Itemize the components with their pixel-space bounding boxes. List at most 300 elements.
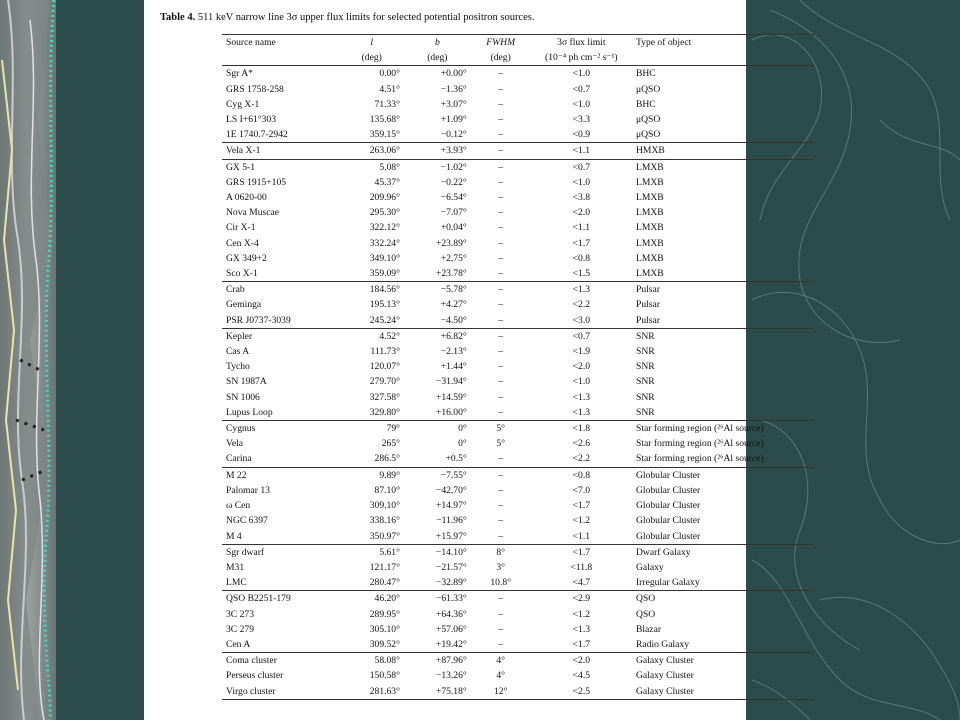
cell-flux-limit: <1.3 xyxy=(572,623,591,635)
table-caption-label: Table 4. xyxy=(160,12,196,23)
cell-b: −1.36° xyxy=(440,83,467,95)
cell-flux-limit: <7.0 xyxy=(572,484,591,496)
cell-l: 327.58° xyxy=(369,391,400,403)
cell-fwhm: – xyxy=(498,252,504,264)
cell-b: −42.70° xyxy=(435,484,467,496)
cell-source-name: Tycho xyxy=(226,361,250,373)
cell-object-type: Globular Cluster xyxy=(635,484,701,496)
cell-object-type: Blazar xyxy=(635,623,662,635)
cell-b: +19.42° xyxy=(435,638,467,650)
cell-b: +87.96° xyxy=(404,653,471,669)
cell-l: 349.10° xyxy=(369,252,400,264)
cell-fwhm: – xyxy=(498,530,504,542)
cell-object-type: μQSO xyxy=(635,114,661,126)
table-header-row xyxy=(222,35,814,51)
cell-flux-limit: <0.8 xyxy=(572,252,591,264)
cell-fwhm: – xyxy=(471,467,531,483)
cell-l: 280.47° xyxy=(369,577,400,589)
cell-fwhm: – xyxy=(498,268,504,280)
cell-flux-limit: <2.2 xyxy=(572,453,591,465)
cell-flux-limit: <2.5 xyxy=(531,684,632,700)
cell-source-name: M 22 xyxy=(222,467,339,483)
cell-source-name: Carina xyxy=(226,453,252,465)
units-fwhm: (deg) xyxy=(471,50,531,66)
cell-flux-limit: <1.0 xyxy=(572,98,591,110)
cell-l: 4.52° xyxy=(339,328,403,344)
table-row xyxy=(222,591,814,607)
cell-fwhm: 10.8° xyxy=(490,577,512,589)
cell-b: +75.18° xyxy=(404,684,471,700)
cell-l: 121.17° xyxy=(369,561,400,573)
cell-source-name: Cygnus xyxy=(222,421,339,437)
cell-b: +1.09° xyxy=(440,114,467,126)
table-row xyxy=(222,390,814,405)
cell-source-name: GX 5-1 xyxy=(222,159,339,175)
cell-source-name: M 4 xyxy=(226,530,242,542)
table-row xyxy=(222,236,814,251)
table-row xyxy=(222,159,814,175)
cell-b: +3.07° xyxy=(440,98,467,110)
table-row xyxy=(222,544,814,560)
table-row xyxy=(222,467,814,483)
cell-flux-limit: <0.9 xyxy=(572,129,591,141)
cell-l: 322.12° xyxy=(369,222,400,234)
cell-l: 120.07° xyxy=(369,361,400,373)
cell-object-type: Pulsar xyxy=(632,282,814,298)
cell-fwhm: – xyxy=(498,83,504,95)
table-row xyxy=(222,653,814,669)
cell-l: 5.08° xyxy=(339,159,403,175)
cell-l: 350.97° xyxy=(369,530,400,542)
cell-source-name: Kepler xyxy=(222,328,339,344)
cell-object-type: SNR xyxy=(635,376,655,388)
cell-fwhm: – xyxy=(498,314,504,326)
table-row xyxy=(222,374,814,389)
cell-object-type: LMXB xyxy=(632,159,814,175)
header-flux-limit: 3σ flux limit xyxy=(531,35,632,51)
cell-b: −7.07° xyxy=(440,207,467,219)
cell-flux-limit: <1.7 xyxy=(572,237,591,249)
cell-b: +6.82° xyxy=(404,328,471,344)
cell-flux-limit: <2.0 xyxy=(531,653,632,669)
cell-source-name: Vela xyxy=(226,438,244,450)
table-row xyxy=(222,421,814,437)
cell-source-name: Sgr dwarf xyxy=(222,544,339,560)
cell-object-type: μQSO xyxy=(635,83,661,95)
cell-source-name: GX 349+2 xyxy=(226,252,267,264)
cell-b: −4.50° xyxy=(440,314,467,326)
cell-b: −0.12° xyxy=(440,129,467,141)
cell-l: 4.51° xyxy=(379,83,400,95)
cell-flux-limit: <2.2 xyxy=(572,299,591,311)
cell-source-name: QSO B2251-179 xyxy=(222,591,339,607)
cell-flux-limit: <1.7 xyxy=(572,500,591,512)
cell-l: 46.20° xyxy=(339,591,403,607)
cell-l: 332.24° xyxy=(369,237,400,249)
cell-l: 9.89° xyxy=(339,467,403,483)
header-fwhm: FWHM xyxy=(471,35,531,51)
cell-l: 359.15° xyxy=(369,129,400,141)
cell-flux-limit: <1.0 xyxy=(572,376,591,388)
cell-object-type: LMXB xyxy=(635,237,664,249)
cell-fwhm: – xyxy=(498,237,504,249)
cell-b: −32.89° xyxy=(435,577,467,589)
cell-flux-limit: <0.7 xyxy=(572,83,591,95)
cell-source-name: ω Cen xyxy=(226,500,251,512)
cell-l: 87.10° xyxy=(374,484,400,496)
cell-fwhm: – xyxy=(498,176,504,188)
cell-source-name: SN 1987A xyxy=(226,376,267,388)
table-row xyxy=(222,436,814,451)
cell-flux-limit: <1.3 xyxy=(572,391,591,403)
cell-object-type: HMXB xyxy=(632,143,814,159)
table-row xyxy=(222,328,814,344)
cell-l: 263.06° xyxy=(339,143,403,159)
cell-b: +0.5° xyxy=(445,453,467,465)
cell-object-type: BHC xyxy=(635,68,656,80)
cell-fwhm: – xyxy=(498,484,504,496)
cell-l: 79° xyxy=(339,421,403,437)
cell-object-type: Irregular Galaxy xyxy=(635,577,700,589)
cell-object-type: Globular Cluster xyxy=(635,515,701,527)
cell-fwhm: – xyxy=(498,222,504,234)
cell-l: 265° xyxy=(381,438,400,450)
cell-l: 111.73° xyxy=(370,346,400,358)
table-row xyxy=(222,82,814,97)
cell-l: 338.16° xyxy=(369,515,400,527)
cell-source-name: Geminga xyxy=(226,299,262,311)
cell-b: +14.59° xyxy=(435,391,467,403)
table-row xyxy=(222,190,814,205)
cell-fwhm: – xyxy=(498,361,504,373)
cell-object-type: Star forming region (²⁶Al source) xyxy=(632,421,814,437)
cell-flux-limit: <0.8 xyxy=(531,467,632,483)
header-l: l xyxy=(339,35,403,51)
cell-b: +16.00° xyxy=(435,406,467,418)
table-row xyxy=(222,175,814,190)
cell-source-name: PSR J0737-3039 xyxy=(226,314,291,326)
cell-b: +2.75° xyxy=(440,252,467,264)
sidebar-image-strip xyxy=(0,0,56,720)
cell-object-type: SNR xyxy=(635,361,655,373)
cell-l: 281.63° xyxy=(339,684,403,700)
cell-flux-limit: <11.8 xyxy=(570,561,593,573)
table-row xyxy=(222,575,814,591)
cell-b: +4.27° xyxy=(440,299,467,311)
table-row xyxy=(222,220,814,235)
cell-source-name: Vela X-1 xyxy=(222,143,339,159)
cell-l: 150.58° xyxy=(369,670,400,682)
cell-fwhm: 4° xyxy=(496,670,506,682)
table-row xyxy=(222,344,814,359)
cell-b: −0.22° xyxy=(440,176,467,188)
cell-l: 45.37° xyxy=(374,176,400,188)
cell-object-type: LMXB xyxy=(635,207,664,219)
cell-fwhm: – xyxy=(498,453,504,465)
cell-source-name: A 0620-00 xyxy=(226,192,267,204)
cell-l: 5.61° xyxy=(339,544,403,560)
cell-fwhm: – xyxy=(498,608,504,620)
cell-source-name: Cyg X-1 xyxy=(226,98,260,110)
cell-flux-limit: <1.1 xyxy=(572,222,591,234)
cell-flux-limit: <4.7 xyxy=(572,577,591,589)
cell-b: +0.04° xyxy=(440,222,467,234)
cell-b: −21.57° xyxy=(435,561,467,573)
cell-source-name: 3C 273 xyxy=(226,608,254,620)
cell-fwhm: – xyxy=(498,114,504,126)
cell-l: 0.00° xyxy=(379,68,400,80)
cell-fwhm: – xyxy=(471,591,531,607)
cell-b: −7.55° xyxy=(404,467,471,483)
cell-object-type: Radio Galaxy xyxy=(635,638,690,650)
cell-object-type: Star forming region (²⁶Al source) xyxy=(635,438,764,450)
table-row xyxy=(222,297,814,312)
cell-b: +14.97° xyxy=(435,500,467,512)
table-page xyxy=(144,0,764,720)
cell-object-type: SNR xyxy=(635,406,655,418)
cell-l: 309.10° xyxy=(369,500,400,512)
cell-fwhm: – xyxy=(498,299,504,311)
cell-b: +0.00° xyxy=(440,68,467,80)
table-row xyxy=(222,451,814,467)
cell-source-name: Nova Muscae xyxy=(226,207,280,219)
cell-b: 0° xyxy=(458,438,467,450)
cell-fwhm: – xyxy=(498,207,504,219)
cell-flux-limit: <2.0 xyxy=(572,361,591,373)
cell-l: 295.30° xyxy=(369,207,400,219)
table-row xyxy=(222,282,814,298)
units-b: (deg) xyxy=(404,50,471,66)
table-body xyxy=(222,66,814,699)
cell-source-name: Cas A xyxy=(226,346,250,358)
cell-source-name: Sco X-1 xyxy=(226,268,258,280)
header-object-type: Type of object xyxy=(632,35,814,51)
table-row xyxy=(222,622,814,637)
cell-b: +23.89° xyxy=(435,237,467,249)
cell-flux-limit: <1.8 xyxy=(531,421,632,437)
cell-source-name: GRS 1915+105 xyxy=(226,176,287,188)
cell-object-type: LMXB xyxy=(635,192,664,204)
cell-b: −13.26° xyxy=(435,670,467,682)
table-row xyxy=(222,127,814,143)
cell-b: −31.94° xyxy=(435,376,467,388)
cell-l: 195.13° xyxy=(369,299,400,311)
cell-b: −14.10° xyxy=(404,544,471,560)
cell-fwhm: – xyxy=(498,346,504,358)
cell-flux-limit: <1.2 xyxy=(572,515,591,527)
cell-object-type: Pulsar xyxy=(635,314,660,326)
table-caption-text: 511 keV narrow line 3σ upper flux limits for selected potential positron sources. xyxy=(195,12,535,23)
table-row xyxy=(222,313,814,329)
cell-object-type: LMXB xyxy=(635,268,664,280)
cell-object-type: LMXB xyxy=(635,222,664,234)
cell-l: 245.24° xyxy=(369,314,400,326)
cell-flux-limit: <1.5 xyxy=(572,268,591,280)
table-row xyxy=(222,66,814,82)
cell-object-type: LMXB xyxy=(635,176,664,188)
positron-sources-table xyxy=(222,34,814,700)
cell-flux-limit: <3.8 xyxy=(572,192,591,204)
cell-source-name: Virgo cluster xyxy=(222,684,339,700)
table-row xyxy=(222,205,814,220)
cell-l: 329.80° xyxy=(369,406,400,418)
cell-fwhm: – xyxy=(498,515,504,527)
cell-object-type: Dwarf Galaxy xyxy=(632,544,814,560)
cell-source-name: NGC 6397 xyxy=(226,515,268,527)
cell-flux-limit: <1.1 xyxy=(572,530,591,542)
cell-flux-limit: <4.5 xyxy=(572,670,591,682)
units-object-type xyxy=(632,50,814,66)
cell-source-name: Sgr A* xyxy=(226,68,253,80)
cell-flux-limit: <1.7 xyxy=(572,638,591,650)
cell-source-name: 1E 1740.7-2942 xyxy=(226,129,288,141)
cell-b: −1.02° xyxy=(404,159,471,175)
cell-fwhm: – xyxy=(471,159,531,175)
cell-flux-limit: <2.9 xyxy=(531,591,632,607)
cell-object-type: Galaxy xyxy=(635,561,664,573)
cell-flux-limit: <0.7 xyxy=(531,159,632,175)
cell-b: −5.78° xyxy=(404,282,471,298)
cell-b: −11.96° xyxy=(436,515,467,527)
table-row xyxy=(222,266,814,282)
table-row xyxy=(222,684,814,700)
cell-fwhm: 5° xyxy=(496,438,506,450)
cell-object-type: Galaxy Cluster xyxy=(635,670,694,682)
cell-object-type: SNR xyxy=(635,391,655,403)
cell-object-type: Galaxy Cluster xyxy=(632,684,814,700)
table-row xyxy=(222,112,814,127)
cell-object-type: Globular Cluster xyxy=(635,500,701,512)
cell-fwhm: – xyxy=(498,500,504,512)
cell-flux-limit: <3.3 xyxy=(572,114,591,126)
cell-source-name: Cen A xyxy=(226,638,251,650)
cell-fwhm: – xyxy=(471,143,531,159)
cell-b: +57.06° xyxy=(435,623,467,635)
header-b: b xyxy=(404,35,471,51)
cell-source-name: LS I+61°303 xyxy=(226,114,277,126)
cell-l: 359.09° xyxy=(369,268,400,280)
cell-fwhm: – xyxy=(498,623,504,635)
cell-source-name: Palomar 13 xyxy=(226,484,270,496)
cell-object-type: Globular Cluster xyxy=(635,530,701,542)
cell-fwhm: – xyxy=(498,376,504,388)
cell-object-type: Pulsar xyxy=(635,299,660,311)
cell-b: +3.93° xyxy=(404,143,471,159)
cell-fwhm: – xyxy=(471,282,531,298)
cell-source-name: GRS 1758-258 xyxy=(226,83,284,95)
cell-object-type: BHC xyxy=(635,98,656,110)
cell-b: +15.97° xyxy=(435,530,467,542)
cell-flux-limit: <1.9 xyxy=(572,346,591,358)
cell-fwhm: 4° xyxy=(471,653,531,669)
cell-object-type: LMXB xyxy=(635,252,664,264)
cell-flux-limit: <1.3 xyxy=(572,406,591,418)
cell-source-name: Crab xyxy=(222,282,339,298)
cell-flux-limit: <1.2 xyxy=(572,608,591,620)
cell-fwhm: – xyxy=(498,98,504,110)
table-row xyxy=(222,668,814,683)
cell-source-name: 3C 279 xyxy=(226,623,254,635)
units-source-name xyxy=(222,50,339,66)
table-row xyxy=(222,97,814,112)
cell-l: 309.52° xyxy=(369,638,400,650)
cell-b: 0° xyxy=(404,421,471,437)
table-units-row xyxy=(222,50,814,66)
cell-l: 135.68° xyxy=(369,114,400,126)
table-row xyxy=(222,405,814,421)
cell-b: +1.44° xyxy=(440,361,467,373)
cell-flux-limit: <2.0 xyxy=(572,207,591,219)
cell-l: 305.10° xyxy=(369,623,400,635)
table-row xyxy=(222,251,814,266)
cell-source-name: M31 xyxy=(226,561,245,573)
cell-flux-limit: <0.7 xyxy=(531,328,632,344)
cell-l: 58.08° xyxy=(339,653,403,669)
cell-object-type: Star forming region (²⁶Al source) xyxy=(635,453,764,465)
cell-object-type: QSO xyxy=(632,591,814,607)
cell-object-type: Globular Cluster xyxy=(632,467,814,483)
cell-b: −6.54° xyxy=(440,192,467,204)
cell-l: 184.56° xyxy=(339,282,403,298)
table-row xyxy=(222,143,814,159)
cell-flux-limit: <2.6 xyxy=(572,438,591,450)
cell-flux-limit: <1.0 xyxy=(572,176,591,188)
header-source-name: Source name xyxy=(222,35,339,51)
cell-fwhm: – xyxy=(498,391,504,403)
cell-flux-limit: <1.1 xyxy=(531,143,632,159)
table-row xyxy=(222,483,814,498)
cell-b: −61.33° xyxy=(404,591,471,607)
cell-l: 71.33° xyxy=(374,98,400,110)
cell-source-name: Cen X-4 xyxy=(226,237,259,249)
cell-l: 286.5° xyxy=(374,453,400,465)
cell-fwhm: – xyxy=(498,129,504,141)
cell-fwhm: 5° xyxy=(471,421,531,437)
cell-object-type: SNR xyxy=(635,346,655,358)
cell-fwhm: – xyxy=(498,68,504,80)
cell-l: 279.70° xyxy=(369,376,400,388)
cell-b: +23.78° xyxy=(435,268,467,280)
cell-source-name: Coma cluster xyxy=(222,653,339,669)
cell-b: −2.13° xyxy=(440,346,467,358)
cell-object-type: QSO xyxy=(635,608,656,620)
cell-fwhm: – xyxy=(471,328,531,344)
table-row xyxy=(222,359,814,374)
cell-source-name: Perseus cluster xyxy=(226,670,284,682)
cell-fwhm: – xyxy=(498,192,504,204)
cell-source-name: Cir X-1 xyxy=(226,222,256,234)
table-row xyxy=(222,513,814,528)
table-row xyxy=(222,560,814,575)
table-caption xyxy=(160,12,534,23)
cell-b: +64.36° xyxy=(435,608,467,620)
cell-l: 209.96° xyxy=(369,192,400,204)
cell-l: 289.95° xyxy=(369,608,400,620)
table-row xyxy=(222,498,814,513)
cell-flux-limit: <1.3 xyxy=(531,282,632,298)
cell-source-name: LMC xyxy=(226,577,247,589)
cell-source-name: Lupus Loop xyxy=(226,406,273,418)
units-l: (deg) xyxy=(339,50,403,66)
cell-object-type: Galaxy Cluster xyxy=(632,653,814,669)
table-row xyxy=(222,607,814,622)
table-row xyxy=(222,637,814,653)
cell-fwhm: – xyxy=(498,638,504,650)
units-flux-limit: (10⁻⁴ ph cm⁻² s⁻¹) xyxy=(531,50,632,66)
cell-flux-limit: <1.7 xyxy=(531,544,632,560)
cell-fwhm: – xyxy=(498,406,504,418)
cell-fwhm: 3° xyxy=(496,561,506,573)
